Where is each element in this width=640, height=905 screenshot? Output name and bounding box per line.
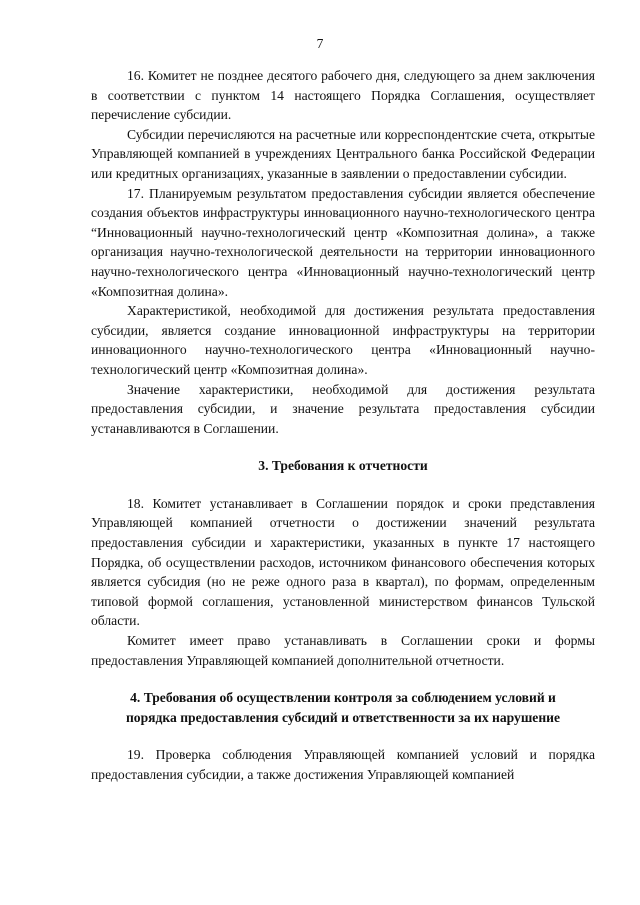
paragraph-additional-reporting: Комитет имеет право устанавливать в Соглашении сроки и формы предоставления Управляющей компанией дополнительной отчетности. <box>91 633 595 668</box>
section-3-heading: 3. Требования к отчетности <box>258 458 428 474</box>
paragraph-19: 19. Проверка соблюдения Управляющей компанией условий и порядка предоставления субсидии, а также достижения Управляющей компанией <box>91 747 595 782</box>
paragraph-accounts: Субсидии перечисляются на расчетные или корреспондентские счета, открытые Управляющей компанией в учреждениях Центрального банка Российской Федерации или кредитных организациях, указанные в заявлении о предоставлении субсидии. <box>91 126 595 181</box>
paragraph-characteristic: Характеристикой, необходимой для достижения результата предоставления субсидии, является создание инновационной инфраструктуры на территории инновационного научно-технологического центра «Инновационный научно-технологический центр «Композитная долина». <box>91 303 595 377</box>
paragraph-18: 18. Комитет устанавливает в Соглашении порядок и сроки представления Управляющей компанией отчетности о достижении значений результата предоставления субсидии и характеристики, указанных в пункте 17 настоящего Порядка, об осуществлении расходов, источником финансового обеспечения которых является субсидия (но не реже одного раза в квартал), по формам, определенным типовой формой соглашения, установленной министерством финансов Тульской области. <box>91 495 595 629</box>
section-4-heading <box>91 688 595 727</box>
page-number: 7 <box>316 36 324 51</box>
paragraph-17: 17. Планируемым результатом предоставления субсидии является обеспечение создания объектов инфраструктуры инновационного научно-технологического центра “Инновационный научно-технологический центр «Композитная долина», а также организация научно-технологической деятельности на территории инновационного научно-технологического центра «Инновационный научно-технологический центр «Композитная долина». <box>91 185 595 299</box>
document-body <box>91 66 595 785</box>
paragraph-16: 16. Комитет не позднее десятого рабочего дня, следующего за днем заключения в соответствии с пунктом 14 настоящего Порядка Соглашения, осуществляет перечисление субсидии. <box>91 68 595 123</box>
paragraph-value: Значение характеристики, необходимой для достижения результата предоставления субсидии, и значение результата предоставления субсидии устанавливаются в Соглашении. <box>91 381 595 436</box>
section-4-heading-line-2: порядка предоставления субсидий и ответственности за их нарушение <box>125 709 561 725</box>
section-4-heading-line-1: 4. Требования об осуществлении контроля за соблюдением условий и <box>130 690 556 706</box>
